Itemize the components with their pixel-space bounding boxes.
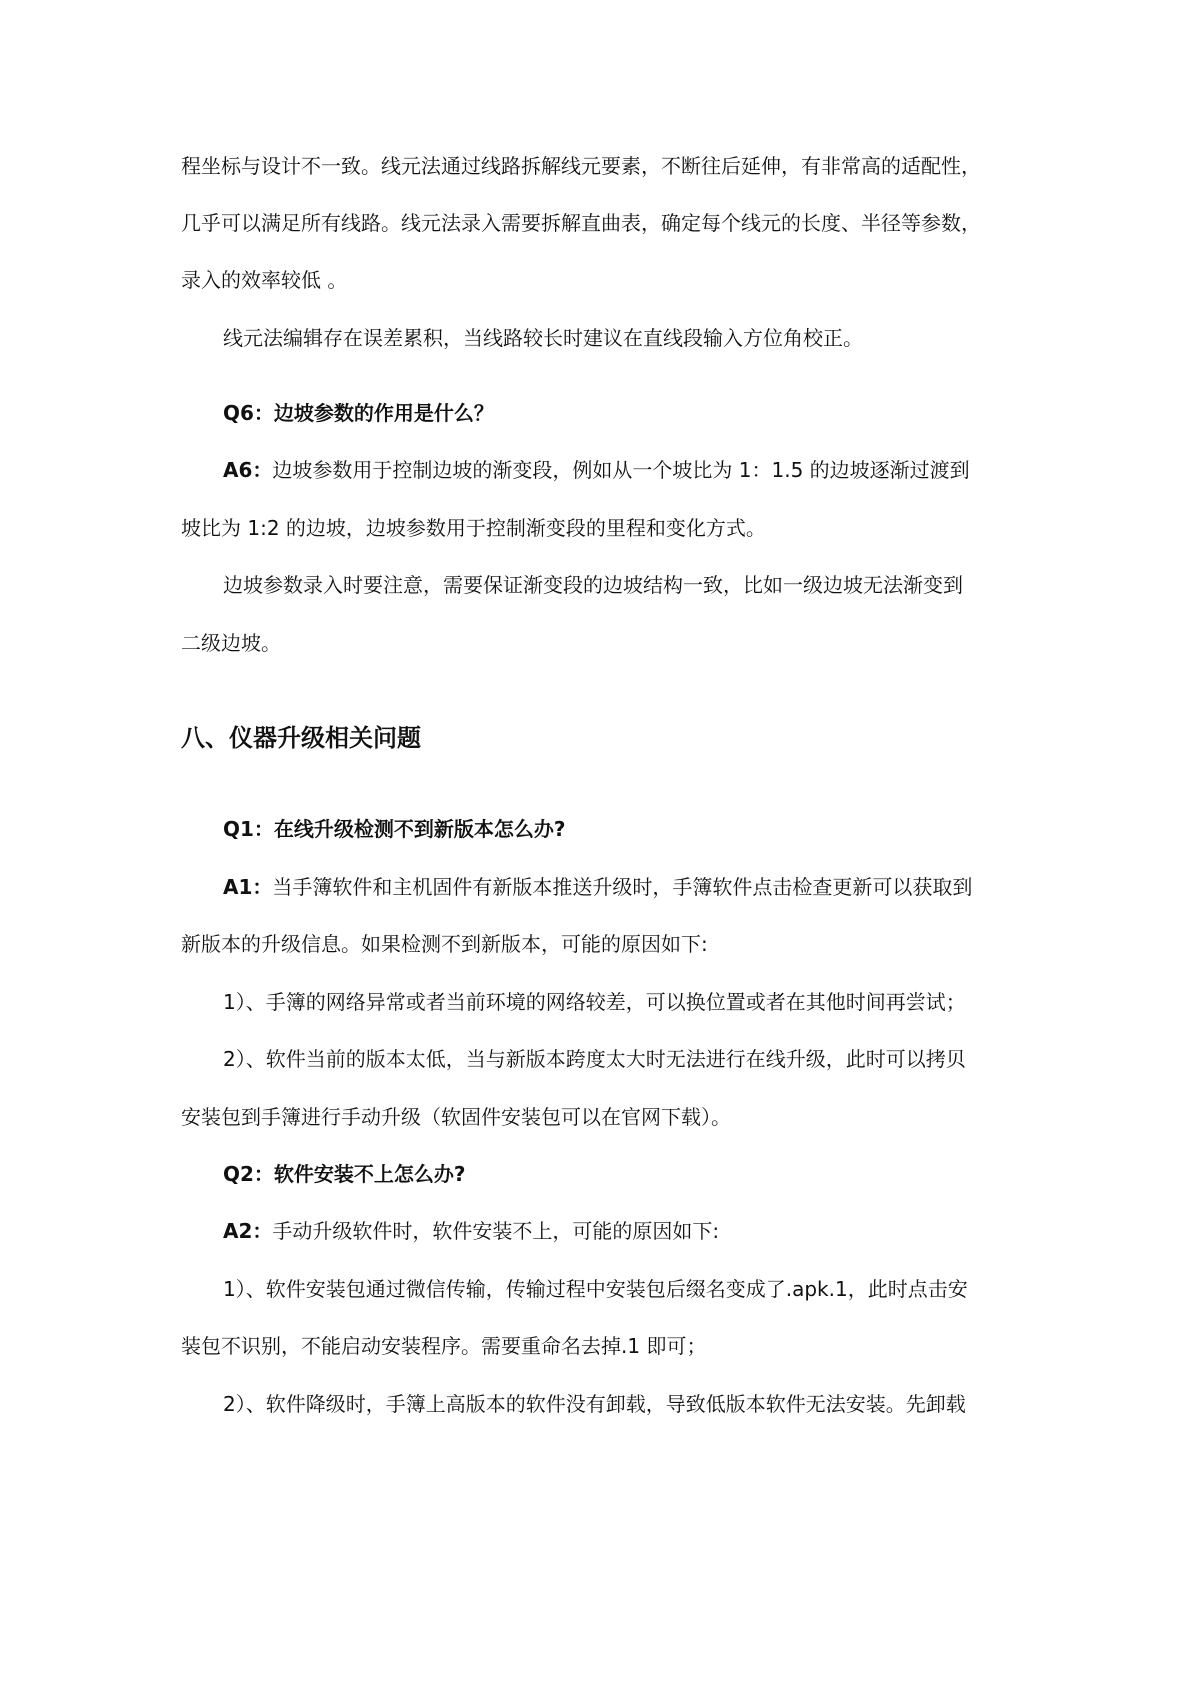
question-q6: Q6：边坡参数的作用是什么？ [223, 401, 494, 425]
list-item: 1）、软件安装包通过微信传输，传输过程中安装包后缀名变成了.apk.1，此时点击安 [223, 1277, 968, 1301]
paragraph-line: 坡比为 1:2 的边坡，边坡参数用于控制渐变段的里程和变化方式。 [181, 516, 766, 540]
list-item: 2）、软件降级时，手簿上高版本的软件没有卸载，导致低版本软件无法安装。先卸载 [223, 1392, 966, 1416]
answer-label: A1： [223, 875, 273, 899]
paragraph-line: 几乎可以满足所有线路。线元法录入需要拆解直曲表，确定每个线元的长度、半径等参数， [181, 211, 981, 235]
list-item: 2）、软件当前的版本太低，当与新版本跨度太大时无法进行在线升级，此时可以拷贝 [223, 1047, 966, 1071]
answer-text: 当手簿软件和主机固件有新版本推送升级时，手簿软件点击检查更新可以获取到 [272, 875, 973, 899]
paragraph-line: 二级边坡。 [181, 631, 281, 655]
answer-label: A2： [223, 1219, 273, 1243]
paragraph-line: 线元法编辑存在误差累积，当线路较长时建议在直线段输入方位角校正。 [223, 326, 863, 350]
answer-a2-line [223, 1216, 1021, 1246]
list-item: 1）、手簿的网络异常或者当前环境的网络较差，可以换位置或者在其他时间再尝试； [223, 990, 966, 1014]
answer-text: 边坡参数用于控制边坡的渐变段，例如从一个坡比为 1：1.5 的边坡逐渐过渡到 [272, 458, 970, 482]
answer-label: A6： [223, 458, 273, 482]
list-item-continuation: 装包不识别，不能启动安装程序。需要重命名去掉.1 即可； [181, 1334, 707, 1358]
question-q2: Q2：软件安装不上怎么办? [223, 1162, 466, 1186]
paragraph-line: 录入的效率较低 。 [181, 268, 348, 292]
answer-text: 手动升级软件时，软件安装不上，可能的原因如下: [272, 1219, 720, 1243]
list-item-continuation: 安装包到手簿进行手动升级（软固件安装包可以在官网下载）。 [181, 1105, 731, 1129]
paragraph-line: 程坐标与设计不一致。线元法通过线路拆解线元要素，不断往后延伸，有非常高的适配性， [181, 154, 981, 178]
question-q1: Q1：在线升级检测不到新版本怎么办? [223, 817, 566, 841]
paragraph-line: 新版本的升级信息。如果检测不到新版本，可能的原因如下: [181, 932, 708, 956]
section-heading: 八、仪器升级相关问题 [181, 724, 421, 752]
answer-a6-line [223, 455, 1021, 485]
answer-a1-line [223, 872, 1021, 902]
paragraph-line: 边坡参数录入时要注意，需要保证渐变段的边坡结构一致，比如一级边坡无法渐变到 [223, 573, 963, 597]
